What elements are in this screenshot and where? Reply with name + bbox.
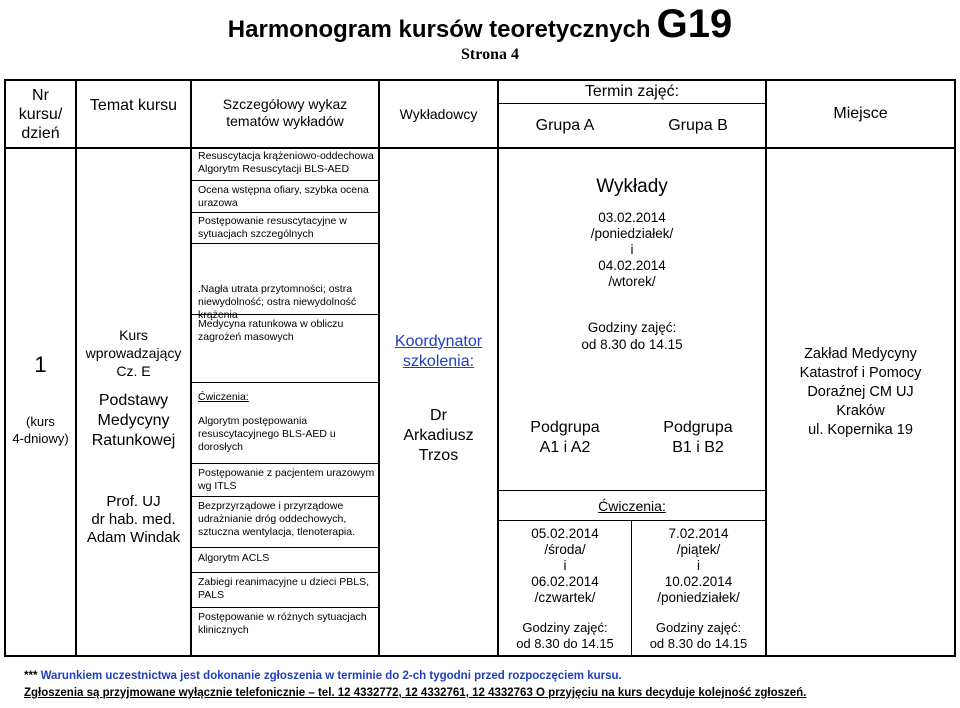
topic-ocena: Ocena wstępna ofiary, szybka ocena urazowa <box>198 184 369 209</box>
exercises-a-hours: Godziny zajęć: od 8.30 do 14.15 <box>516 620 614 651</box>
lectures-dates: 03.02.2014 /poniedziałek/ i 04.02.2014 /wtorek/ <box>590 210 674 289</box>
header-grupa-b: Grupa B <box>668 117 728 134</box>
topic-bls-aed: Algorytm postępowania resuscytacyjnego BLS-AED u dorosłych <box>198 415 336 453</box>
footer-condition: *** Warunkiem uczestnictwa jest dokonanie zgłoszenia w terminie do 2-ch tygodni przed rozpoczęciem kursu. <box>24 670 622 682</box>
coordinator-label: Koordynator szkolenia: <box>394 333 483 370</box>
course-duration: (kurs 4-dniowy) <box>12 414 69 446</box>
page-number: Strona 4 <box>461 46 519 63</box>
course-place: Zakład Medycyny Katastrof i Pomocy Doraźnej CM UJ Kraków ul. Kopernika 19 <box>799 345 922 438</box>
header-wykladowcy: Wykładowcy <box>399 106 478 122</box>
subgroup-b: Podgrupa B1 i B2 <box>663 419 733 456</box>
topic-pbls-pals: Zabiegi reanimacyjne u dzieci PBLS, PALS <box>198 576 370 601</box>
lectures-hours: Godziny zajęć: od 8.30 do 14.15 <box>581 320 683 352</box>
exercises-dates-label: Ćwiczenia: <box>598 497 666 514</box>
footer-registration: Zgłoszenia są przyjmowane wyłącznie telefonicznie – tel. 12 4332772, 12 4332761, 12 4332763 O przyjęciu na kurs decyduje kolejność zgłoszeń. <box>24 687 807 699</box>
lectures-label: Wykłady <box>596 176 668 197</box>
exercises-label: Ćwiczenia: <box>198 391 249 403</box>
topic-drogi-oddechowe: Bezprzyrządowe i przyrządowe udrażnianie dróg oddechowych, sztuczna wentylacja, tlenoterapia. <box>198 500 356 538</box>
topic-zagrozenia-masowe: Medycyna ratunkowa w obliczu zagrożeń masowych <box>198 318 344 343</box>
exercises-b-hours: Godziny zajęć: od 8.30 do 14.15 <box>649 620 748 651</box>
topic-szczegolne: Postępowanie resuscytacyjne w sytuacjach szczególnych <box>198 215 347 240</box>
subgroup-a: Podgrupa A1 i A2 <box>530 419 600 456</box>
header-termin: Termin zajęć: <box>584 83 680 100</box>
topic-acls: Algorytm ACLS <box>198 552 270 564</box>
topic-itls: Postępowanie z pacjentem urazowym wg ITLS <box>198 467 375 492</box>
header-wykaz: Szczegółowy wykaz tematów wykładów <box>222 96 348 129</box>
coordinator-name: Dr Arkadiusz Trzos <box>403 407 474 464</box>
topic-bls: Resuscytacja krążeniowo-oddechowa Algorytm Resuscytacji BLS-AED <box>198 150 374 175</box>
header-nr: Nr kursu/ dzień <box>18 86 63 142</box>
course-subject: Podstawy Medycyny Ratunkowej <box>91 392 176 449</box>
topic-nagla-utrata: .Nagła utrata przytomności; ostra niewydolność; ostra niewydolność krążenia <box>198 283 357 321</box>
course-number: 1 <box>34 352 47 377</box>
page-title: Harmonogram kursów teoretycznych G19 <box>227 2 733 46</box>
topic-sytuacje-kliniczne: Postępowanie w różnych sytuacjach klinicznych <box>198 611 367 636</box>
course-name: Kurs wprowadzający Cz. E <box>85 327 182 379</box>
exercises-a-dates: 05.02.2014 /środa/ i 06.02.2014 /czwartek/ <box>531 526 599 605</box>
course-lecturer: Prof. UJ dr hab. med. Adam Windak <box>86 493 181 546</box>
header-temat: Temat kursu <box>89 97 178 114</box>
exercises-b-dates: 7.02.2014 /piątek/ i 10.02.2014 /poniedziałek/ <box>657 526 740 605</box>
header-grupa-a: Grupa A <box>535 117 595 134</box>
header-miejsce: Miejsce <box>833 105 888 122</box>
